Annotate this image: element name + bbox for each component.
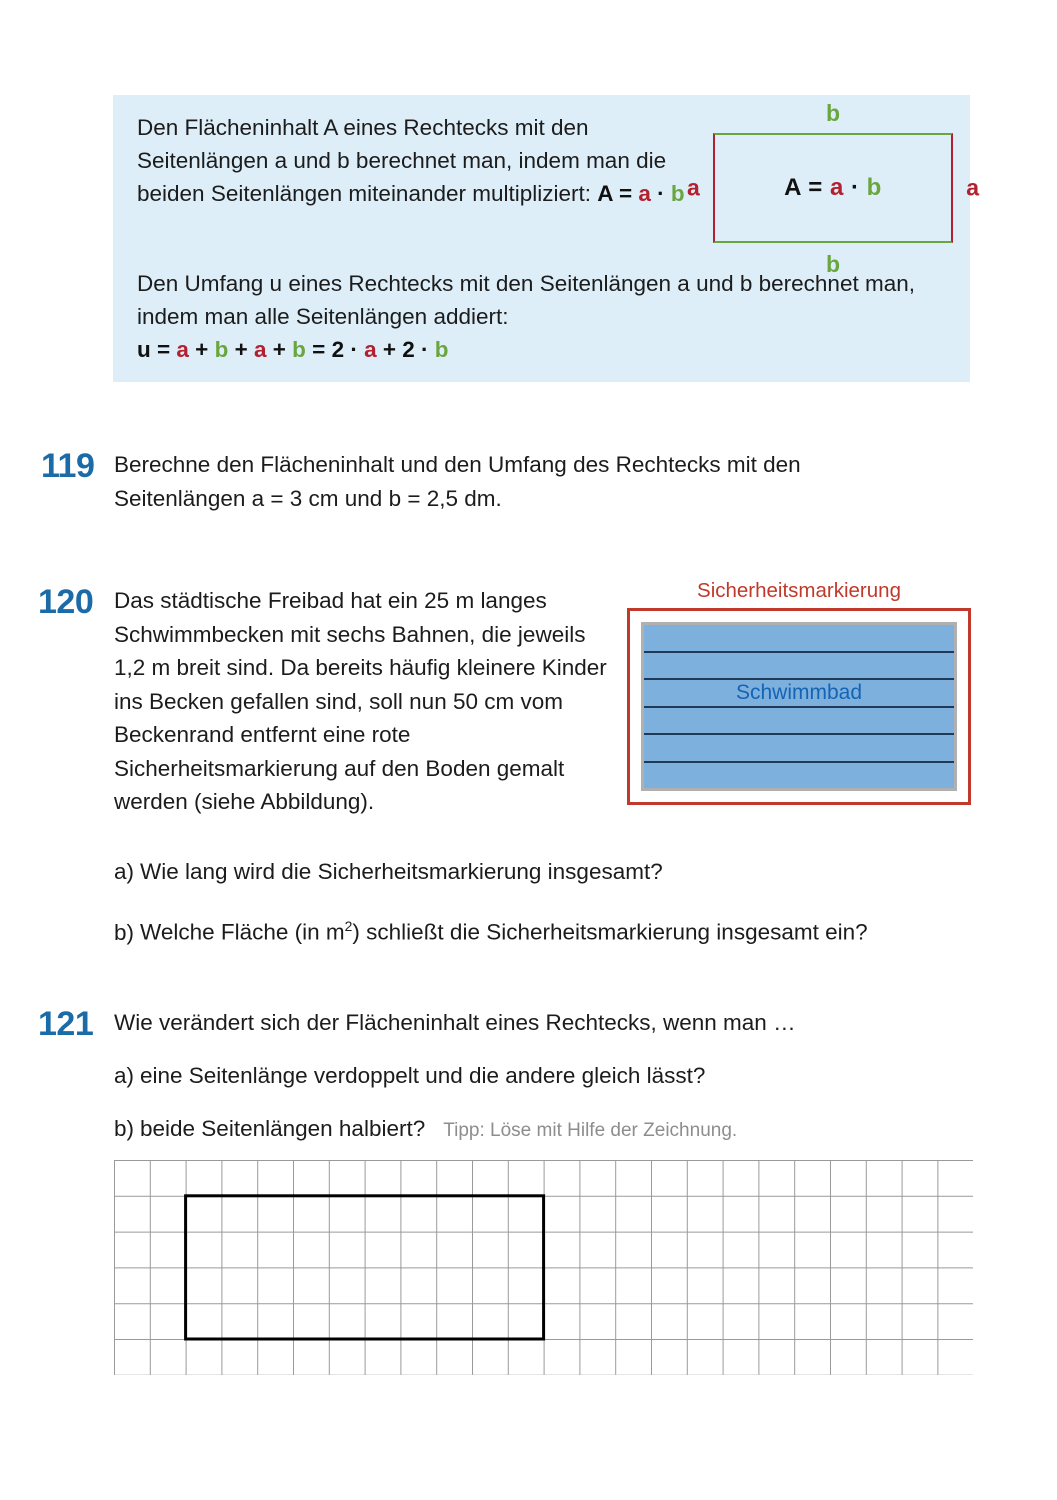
pool-figure <box>627 579 971 805</box>
formula-u-symbol: u <box>137 337 151 362</box>
pool-basin <box>641 622 957 791</box>
pool-lane <box>644 735 954 763</box>
exercise-120-sub-b-text-post: ) schließt die Sicherheitsmarkierung insgesamt ein? <box>352 919 868 945</box>
pool-lane <box>644 653 954 681</box>
rect-formula-dot: · <box>843 174 867 201</box>
exercise-121-sub-a <box>114 1059 944 1093</box>
formula-u-a2: a <box>253 337 267 362</box>
rect-formula-eq: = <box>801 174 830 201</box>
rectangle-label-b-bottom: b <box>825 251 841 277</box>
formula-dot: · <box>650 181 671 206</box>
exercise-120-sub-a-text: Wie lang wird die Sicherheitsmarkierung insgesamt? <box>140 859 663 884</box>
formula-u-plus1: + <box>188 337 215 362</box>
exercise-text-120: Das städtische Freibad hat ein 25 m langes Schwimmbecken mit sechs Bahnen, die jeweils 1,2 m breit sind. Da bereits häufig kleinere Kinder ins Becken gefallen sind, soll nun 50 cm vom Beckenrand entfernt eine rote Sicherheitsmarkierung auf den Boden gemalt werden (siehe Abbildung). <box>114 588 607 814</box>
exercise-121-sub-b-label: b) <box>114 1116 135 1141</box>
pool-caption-sicherheitsmarkierung: Sicherheitsmarkierung <box>697 579 901 602</box>
exercise-number-121: 121 <box>38 1005 94 1043</box>
formula-equals: = <box>612 181 639 206</box>
exercise-121-sub-b <box>114 1112 944 1148</box>
exercise-120-sub-b <box>114 910 994 949</box>
exercise-120-sub-a-label: a) <box>114 859 135 884</box>
rectangle-label-b-top: b <box>825 100 841 126</box>
rect-formula-a: a <box>829 174 844 201</box>
exercise-number-119: 119 <box>41 447 95 485</box>
exercise-text-119: Berechne den Flächeninhalt und den Umfang des Rechtecks mit den Seitenlängen a = 3 cm und b = 2,5 dm. <box>114 452 801 511</box>
formula-A-symbol: A <box>597 181 613 206</box>
pool-lane <box>644 625 954 653</box>
formula-u-b1: b <box>214 337 229 362</box>
formula-b-symbol: b <box>670 181 685 206</box>
rectangle-shape <box>713 133 953 243</box>
pool-lane <box>644 708 954 736</box>
exercise-120-sub-a <box>114 855 974 889</box>
formula-u-eq2: = <box>305 337 332 362</box>
exercise-number-120: 120 <box>38 583 94 621</box>
info-box <box>113 95 979 382</box>
info-box-paragraph-1 <box>137 111 697 210</box>
formula-u-a3: a <box>364 337 377 362</box>
formula-u-b2: b <box>292 337 306 362</box>
pool-safety-marking-border <box>627 608 971 805</box>
exercise-120-sub-b-text-pre: Welche Fläche (in m <box>140 919 345 945</box>
formula-umfang <box>137 333 947 366</box>
formula-u-plus3: + <box>266 337 293 362</box>
formula-u-dot2: · <box>414 337 435 362</box>
pool-lane <box>644 680 954 708</box>
formula-u-two2: 2 <box>402 337 415 362</box>
formula-u-b3: b <box>434 337 449 362</box>
formula-u-plus4: + <box>376 337 403 362</box>
exercise-121-tip: Tipp: Löse mit Hilfe der Zeichnung. <box>443 1120 738 1141</box>
info-box-paragraph-2 <box>137 267 947 366</box>
formula-u-two1: 2 <box>331 337 345 362</box>
info-paragraph-1-text: Den Flächeninhalt A eines Rechtecks mit den Seitenlängen a und b berechnet man, indem man die beiden Seitenlängen miteinander multipliziert: <box>137 115 667 206</box>
grid-figure <box>114 1160 973 1372</box>
rectangle-formula <box>715 174 951 202</box>
exercise-120-sub-b-label: b) <box>114 919 135 945</box>
rectangle-label-a-left: a <box>687 174 700 201</box>
exercise-120-sub-b-superscript: 2 <box>344 918 353 934</box>
rectangle-label-a-right: a <box>966 174 979 201</box>
formula-a-symbol: a <box>638 181 651 206</box>
formula-u-a1: a <box>176 337 189 362</box>
grid-svg <box>114 1160 973 1375</box>
pool-lane <box>644 763 954 789</box>
exercise-text-121: Wie verändert sich der Flächeninhalt eines Rechtecks, wenn man … <box>114 1010 796 1035</box>
rect-formula-b: b <box>866 174 882 201</box>
exercise-121-sub-a-text: eine Seitenlänge verdoppelt und die andere gleich lässt? <box>140 1063 706 1088</box>
exercise-121-sub-a-label: a) <box>114 1063 135 1088</box>
pool-basin-label: Schwimmbad <box>735 680 863 704</box>
rectangle-diagram <box>687 100 979 277</box>
formula-u-plus2: + <box>228 337 254 362</box>
formula-u-eq1: = <box>150 337 177 362</box>
exercise-121-sub-b-text: beide Seitenlängen halbiert? <box>140 1116 426 1141</box>
formula-u-dot1: · <box>344 337 365 362</box>
info-paragraph-2-text: Den Umfang u eines Rechtecks mit den Seitenlängen a und b berechnet man, indem man alle Seitenlängen addiert: <box>137 271 915 329</box>
rect-formula-A: A <box>784 174 802 201</box>
